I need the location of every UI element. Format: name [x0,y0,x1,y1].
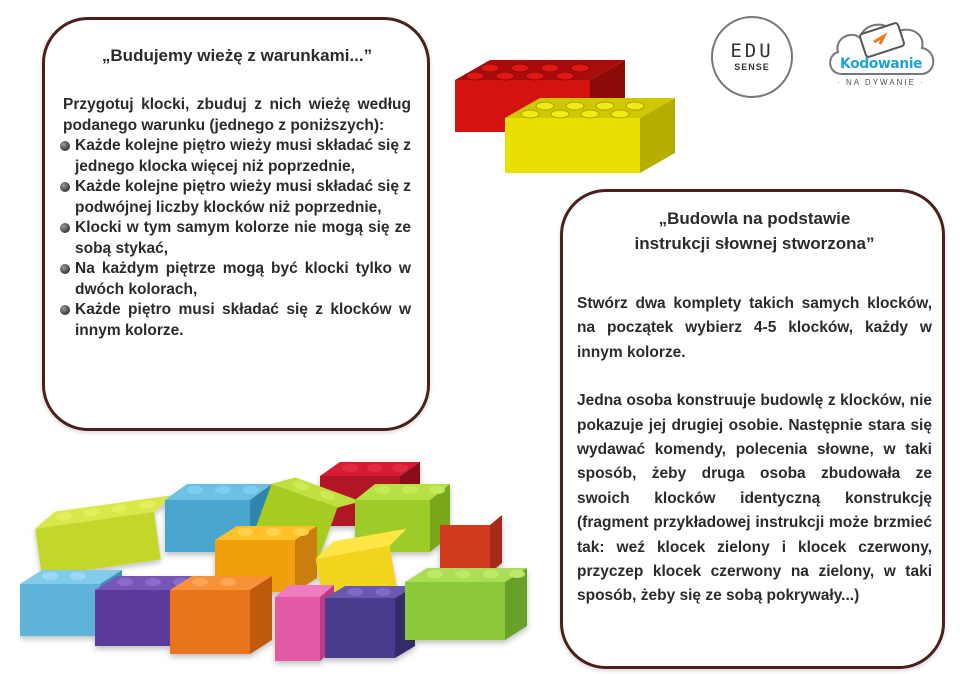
bullet-icon [60,182,70,192]
bullet-icon [60,141,70,151]
right-instruction-card [560,189,945,669]
bullet-icon [60,223,70,233]
kodowanie-na-dywanie-logo: Kodowanie · NA DYWANIE · [822,14,940,100]
condition-item: Każde piętro musi składać się z klocków w innym kolorze. [63,300,411,341]
condition-item: Klocki w tym samym kolorze nie mogą się ze sobą stykać, [63,218,411,259]
left-instruction-card [42,17,430,431]
right-card-title-line1: „Budowla na podstawie [658,209,851,228]
left-card-intro: Przygotuj klocki, zbuduj z nich wieżę według podanego warunku (jednego z poniższych): [63,96,411,134]
condition-item: Każde kolejne piętro wieży musi składać się z podwójnej liczby klocków niż poprzednie, [63,177,411,218]
condition-item: Na każdym piętrze mogą być klocki tylko w dwóch kolorach, [63,259,411,300]
right-card-paragraph-1: Stwórz dwa komplety takich samych klocków, na początek wybierz 4-5 klocków, każdy w innym kolorze. [577,295,932,361]
condition-list [63,136,411,341]
red-yellow-bricks-image [450,50,680,180]
right-card-paragraph-2: Jedna osoba konstruuje budowlę z klocków, nie pokazuje jej drugiej osobie. Następnie stara się wydawać komendy, polecenia słowne, w taki sposób, żeby druga osoba zbudowała ze swoich klocków identyczną konstrukcję (fragment przykładowej instrukcji może brzmieć tak: weź klocek zielony i klocek czerwony, przyczep klocek czerwony na zielony, w taki sposób, żeby się ze sobą pokrywały...) [577,392,932,605]
right-card-title [577,206,932,256]
condition-item: Każde kolejne piętro wieży musi składać się z jednego klocka więcej niż poprzednie, [63,136,411,177]
bullet-icon [60,264,70,274]
right-card-title-line2: instrukcji słownej stworzona” [634,234,875,253]
bullet-icon [60,305,70,315]
left-card-title: „Budujemy wieżę z warunkami...” [101,46,373,65]
edu-sense-logo: EDU SENSE [711,16,793,98]
brick-pile-image [20,450,550,668]
